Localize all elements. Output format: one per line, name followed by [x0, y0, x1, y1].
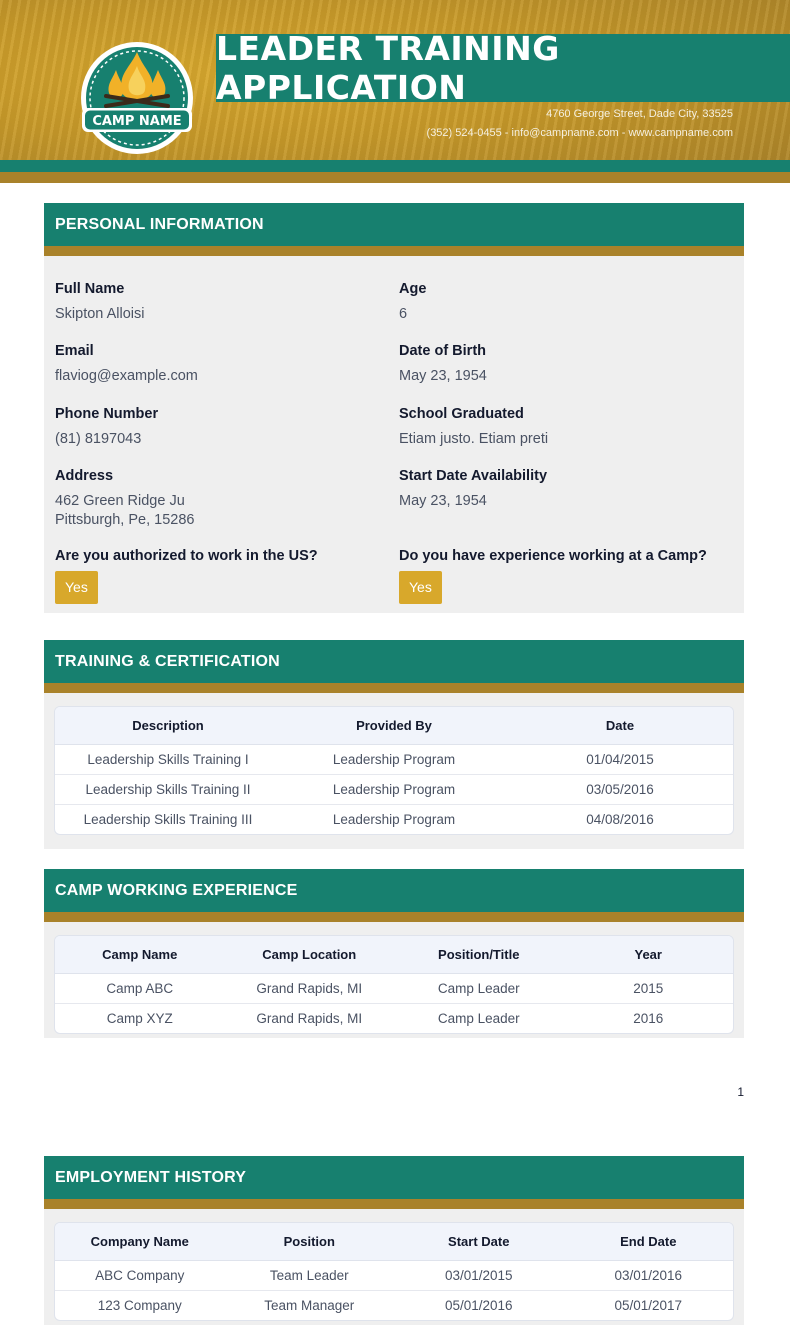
page-number: 1: [737, 1085, 744, 1099]
table-cell: 05/01/2017: [614, 1298, 683, 1313]
field-value: 6: [399, 306, 408, 322]
field-label: Age: [399, 281, 427, 297]
page-title: LEADER TRAINING APPLICATION: [216, 29, 560, 107]
column-header: Provided By: [281, 707, 507, 745]
field-label: Are you authorized to work in the US?: [55, 548, 318, 564]
table-cell: 03/01/2016: [564, 1261, 734, 1291]
table-cell: 123 Company: [97, 1298, 182, 1313]
table-cell: 2016: [633, 1011, 664, 1026]
address-line-2: Pittsburgh, Pe, 15286: [55, 512, 195, 528]
table-cell: Leadership Program: [332, 812, 456, 827]
column-header: Date: [507, 707, 733, 745]
table-header-row: [55, 936, 733, 974]
phone-field: [55, 406, 385, 449]
table-cell: Leadership Skills Training I: [55, 745, 281, 775]
column-header: Year: [564, 936, 734, 974]
field-label: Phone Number: [55, 406, 159, 422]
table-row: [55, 1004, 733, 1033]
personal-information-section: [44, 203, 744, 613]
table-cell: ABC Company: [55, 1261, 225, 1291]
column-header: Description: [55, 707, 281, 745]
start-date-field: [399, 468, 729, 511]
field-label: Start Date Availability: [399, 468, 548, 484]
column-header: Camp Name: [55, 936, 225, 974]
camp-experience-section: [44, 869, 744, 1038]
school-field: [399, 406, 729, 449]
field-label: Email: [55, 343, 94, 359]
table-cell: 01/04/2015: [507, 745, 733, 775]
table-cell: Leadership Skills Training II: [55, 775, 281, 805]
table-cell: Team Leader: [225, 1261, 395, 1291]
field-value: [55, 492, 385, 530]
logo-text: CAMP NAME: [92, 114, 182, 129]
header-contact: (352) 524-0455 - info@campname.com - www.campname.com: [426, 127, 733, 139]
table-cell: Camp XYZ: [106, 1011, 173, 1026]
table-cell: Grand Rapids, MI: [225, 974, 395, 1004]
section-header: [44, 640, 744, 693]
header-teal-band: [0, 160, 790, 172]
authorized-field: [55, 548, 385, 604]
table-row: [55, 1291, 733, 1320]
table-header-row: [55, 1223, 733, 1261]
training-table: [54, 706, 734, 835]
field-value: Skipton Alloisi: [55, 306, 145, 322]
table-cell: 04/08/2016: [586, 812, 654, 827]
table-cell: 05/01/2016: [444, 1298, 513, 1313]
section-title: CAMP WORKING EXPERIENCE: [55, 881, 298, 899]
table-cell: Grand Rapids, MI: [256, 1011, 363, 1026]
table-cell: 03/01/2015: [394, 1261, 564, 1291]
section-title: PERSONAL INFORMATION: [55, 215, 264, 233]
experience-yes-badge: Yes: [399, 571, 442, 604]
column-header: Start Date: [394, 1223, 564, 1261]
table-cell: 2015: [564, 974, 734, 1004]
table-cell: Leadership Program: [281, 745, 507, 775]
table-cell: Camp ABC: [55, 974, 225, 1004]
field-label: Do you have experience working at a Camp?: [399, 548, 707, 564]
section-header: [44, 1156, 744, 1209]
employment-table: [54, 1222, 734, 1321]
table-row: [55, 775, 733, 805]
section-title: TRAINING & CERTIFICATION: [55, 652, 280, 670]
field-value: (81) 8197043: [55, 431, 142, 447]
column-header: Position/Title: [394, 936, 564, 974]
table-cell: Team Manager: [264, 1298, 355, 1313]
address-line-1: 462 Green Ridge Ju: [55, 493, 185, 509]
table-cell: Camp Leader: [437, 1011, 520, 1026]
table-cell: 03/05/2016: [507, 775, 733, 805]
table-cell: Camp Leader: [394, 974, 564, 1004]
header-address: 4760 George Street, Dade City, 33525: [546, 108, 733, 120]
training-section: [44, 640, 744, 849]
employment-history-section: [44, 1156, 744, 1325]
camp-logo: [78, 40, 196, 156]
camp-experience-field: [399, 548, 744, 604]
table-row: [55, 745, 733, 775]
dob-field: [399, 343, 729, 386]
field-value: Etiam justo. Etiam preti: [399, 431, 549, 447]
table-header-row: [55, 707, 733, 745]
section-title: EMPLOYMENT HISTORY: [55, 1168, 247, 1186]
page-header: [0, 0, 790, 183]
email-field: [55, 343, 385, 386]
section-header: [44, 203, 744, 256]
field-label: School Graduated: [399, 406, 524, 422]
authorized-yes-badge: Yes: [55, 571, 98, 604]
field-value: May 23, 1954: [399, 368, 487, 384]
training-table-wrap: [44, 693, 744, 849]
header-gold-band: [0, 172, 790, 183]
field-value: flaviog@example.com: [55, 368, 198, 384]
camp-table-wrap: [44, 922, 744, 1038]
full-name-field: [55, 281, 385, 324]
employment-table-wrap: [44, 1209, 744, 1325]
table-row: [55, 1261, 733, 1291]
title-bar: [216, 29, 790, 107]
table-cell: Leadership Skills Training III: [83, 812, 253, 827]
section-header: [44, 869, 744, 922]
personal-fields: [44, 256, 744, 613]
table-row: [55, 974, 733, 1004]
camp-table: [54, 935, 734, 1034]
field-label: Address: [55, 468, 114, 484]
field-label: Date of Birth: [399, 343, 486, 359]
column-header: End Date: [564, 1223, 734, 1261]
table-row: [55, 805, 733, 834]
field-label: Full Name: [55, 281, 125, 297]
field-value: May 23, 1954: [399, 493, 487, 509]
table-cell: Leadership Program: [281, 775, 507, 805]
column-header: Company Name: [55, 1223, 225, 1261]
address-field: [55, 468, 385, 530]
age-field: [399, 281, 729, 324]
column-header: Camp Location: [225, 936, 395, 974]
column-header: Position: [225, 1223, 395, 1261]
